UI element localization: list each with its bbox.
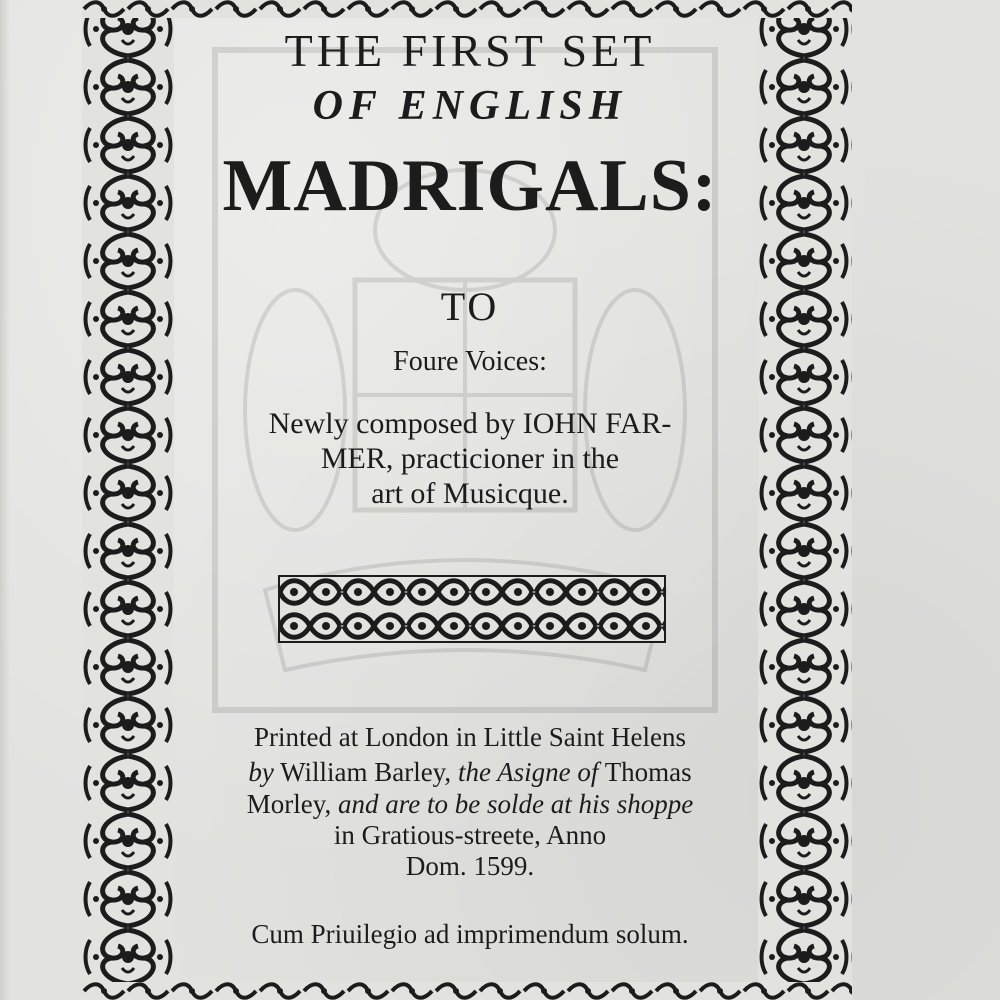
imprint-line-3-shop: and are to be solde at his shoppe xyxy=(338,789,694,819)
imprint-line-2-assigne: the Asigne of xyxy=(457,757,599,787)
privilege-line: Cum Priuilegio ad imprimendum solum. xyxy=(251,919,689,949)
composer-line-1: Newly composed by IOHN FAR- xyxy=(268,407,672,440)
imprint-line-3-morley: Morley, xyxy=(246,789,332,819)
imprint-line-2-thomas: Thomas xyxy=(604,757,692,787)
page-edge-shadow xyxy=(0,0,10,1000)
imprint-line-3 xyxy=(190,789,750,819)
imprint-line-2-printer: William Barley, xyxy=(280,757,452,787)
ornamental-border-top xyxy=(82,0,852,18)
composer-line-2: MER, practicioner in the xyxy=(320,442,620,475)
imprint-line-5: Dom. 1599. xyxy=(405,851,535,881)
imprint-line-2-by: by xyxy=(248,757,274,787)
to-line: TO xyxy=(440,284,500,329)
voices-line: Foure Voices: xyxy=(393,346,547,377)
ornamental-border-right xyxy=(758,0,852,1000)
ornamental-border-bottom xyxy=(82,982,852,1000)
imprint-line-1: Printed at London in Little Saint Helens xyxy=(254,722,686,752)
title-line-2: OF ENGLISH xyxy=(312,83,628,129)
imprint-line-2 xyxy=(190,757,750,787)
ornamental-border-left xyxy=(82,0,174,1000)
composer-line-3: art of Musicque. xyxy=(371,477,569,510)
imprint-line-4: in Gratious-streete, Anno xyxy=(333,820,607,850)
title-line-1: THE FIRST SET xyxy=(284,25,656,76)
fleuron-ornament xyxy=(278,575,666,643)
title-line-3: MADRIGALS: xyxy=(222,145,718,227)
